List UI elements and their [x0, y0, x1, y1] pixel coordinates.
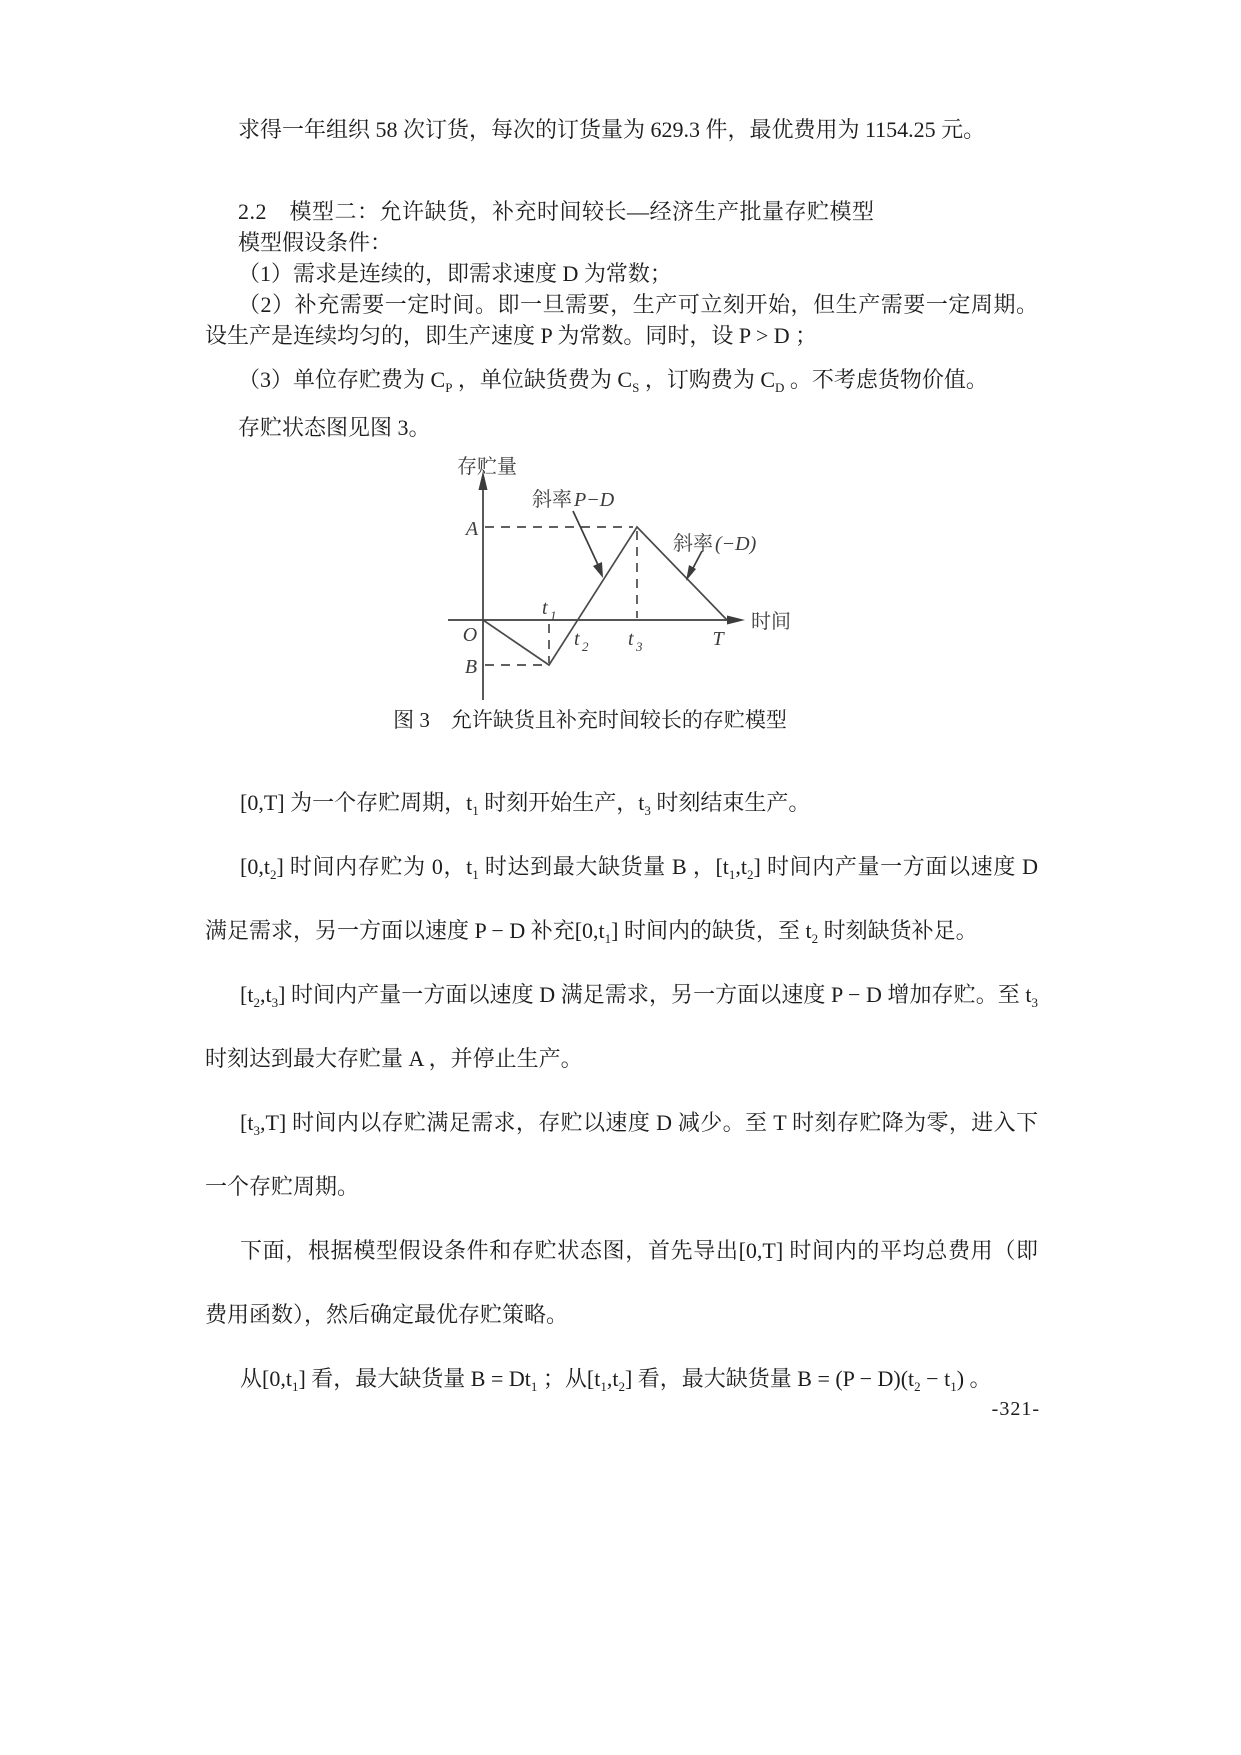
label-A: A — [465, 518, 479, 540]
label-t2-sub: 2 — [582, 639, 589, 654]
page-content — [205, 114, 1038, 1411]
label-T: T — [712, 628, 724, 650]
cycle-paragraph: [0,T] 为一个存贮周期，$t_1$ 时刻开始生产，$t_3$ 时刻结束生产。 — [240, 790, 811, 818]
label-t2: t — [574, 628, 580, 650]
slope-rise-arrowhead-icon — [593, 562, 603, 578]
section-heading: 2.2 模型二：允许缺货，补充时间较长—经济生产批量存贮模型 — [238, 199, 875, 224]
assumptions-title: 模型假设条件： — [238, 230, 393, 255]
analysis-text-block — [205, 771, 1038, 1411]
label-t1-sub: 1 — [550, 608, 557, 623]
result-paragraph: 求得一年组织 58 次订货，每次的订货量为 629.3 件，最优费用为 1154.25 元。 — [238, 117, 986, 142]
x-axis-arrow-icon — [727, 616, 745, 625]
figure-caption: 图 3 允许缺货且补充时间较长的存贮模型 — [393, 708, 787, 732]
page-number: -321- — [991, 1398, 1040, 1420]
slope-fall-label-expr: (−D) — [715, 533, 757, 555]
derivation-paragraph: 下面，根据模型假设条件和存贮状态图，首先导出[0,T] 时间内的平均总费用（即费用函数），然后确定最优存贮策略。 — [205, 1238, 1038, 1327]
label-t1: t — [542, 597, 548, 619]
x-axis-label: 时间 — [751, 611, 791, 633]
slope-rise-label-prefix: 斜率 — [532, 489, 572, 511]
phase1-paragraph: $[0,t_2]$ 时间内存贮为 0，$t_1$ 时达到最大缺货量 B ，$[t_1,t_2]$ 时间内产量一方面以速度 D 满足需求，另一方面以速度 P − D 补充$[0,t_1]$ 时间内的缺货，至 $t_2$ 时刻缺货补足。 — [205, 854, 1038, 946]
assumption-1: （1）需求是连续的，即需求速度 D 为常数； — [238, 261, 672, 286]
slope-fall-arrowhead-icon — [686, 565, 696, 581]
slope-rise-label-expr: P−D — [574, 489, 615, 511]
figure-reference: 存贮状态图见图 3。 — [238, 415, 431, 440]
y-axis-label: 存贮量 — [457, 456, 517, 478]
phase2-paragraph: $[t_2,t_3]$ 时间内产量一方面以速度 D 满足需求，另一方面以速度 P − D 增加存贮。至 $t_3$ 时刻达到最大存贮量 A ，并停止生产。 — [205, 982, 1038, 1071]
slope-fall-label-prefix: 斜率 — [673, 533, 713, 555]
inventory-diagram — [205, 443, 1038, 705]
label-t3: t — [628, 628, 634, 650]
phase3-paragraph: $[t_3,T]$ 时间内以存贮满足需求，存贮以速度 D 减少。至 T 时刻存贮降为零，进入下一个存贮周期。 — [205, 1110, 1038, 1199]
assumption-2: （2）补充需要一定时间。即一旦需要，生产可立刻开始，但生产需要一定周期。设生产是连续均匀的，即生产速度 P 为常数。同时，设 P > D ； — [205, 292, 1038, 348]
inventory-state-figure — [205, 443, 1038, 705]
label-B: B — [464, 656, 478, 678]
shortage-formula-paragraph: 从$[0,t_1]$ 看，最大缺货量 $B = Dt_1$ ；从$[t_1,t_2]$ 看，最大缺货量 $B = (P - D)(t_2 - t_1)$ 。 — [240, 1366, 992, 1394]
label-t3-sub: 3 — [636, 639, 643, 654]
label-O: O — [462, 624, 478, 646]
slope-rise-arrow-line — [573, 511, 599, 567]
assumption-3: （3）单位存贮费为 $C_P$ ，单位缺货费为 $C_S$ ，订购费为 $C_D$ 。不考虑货物价值。 — [238, 367, 988, 395]
